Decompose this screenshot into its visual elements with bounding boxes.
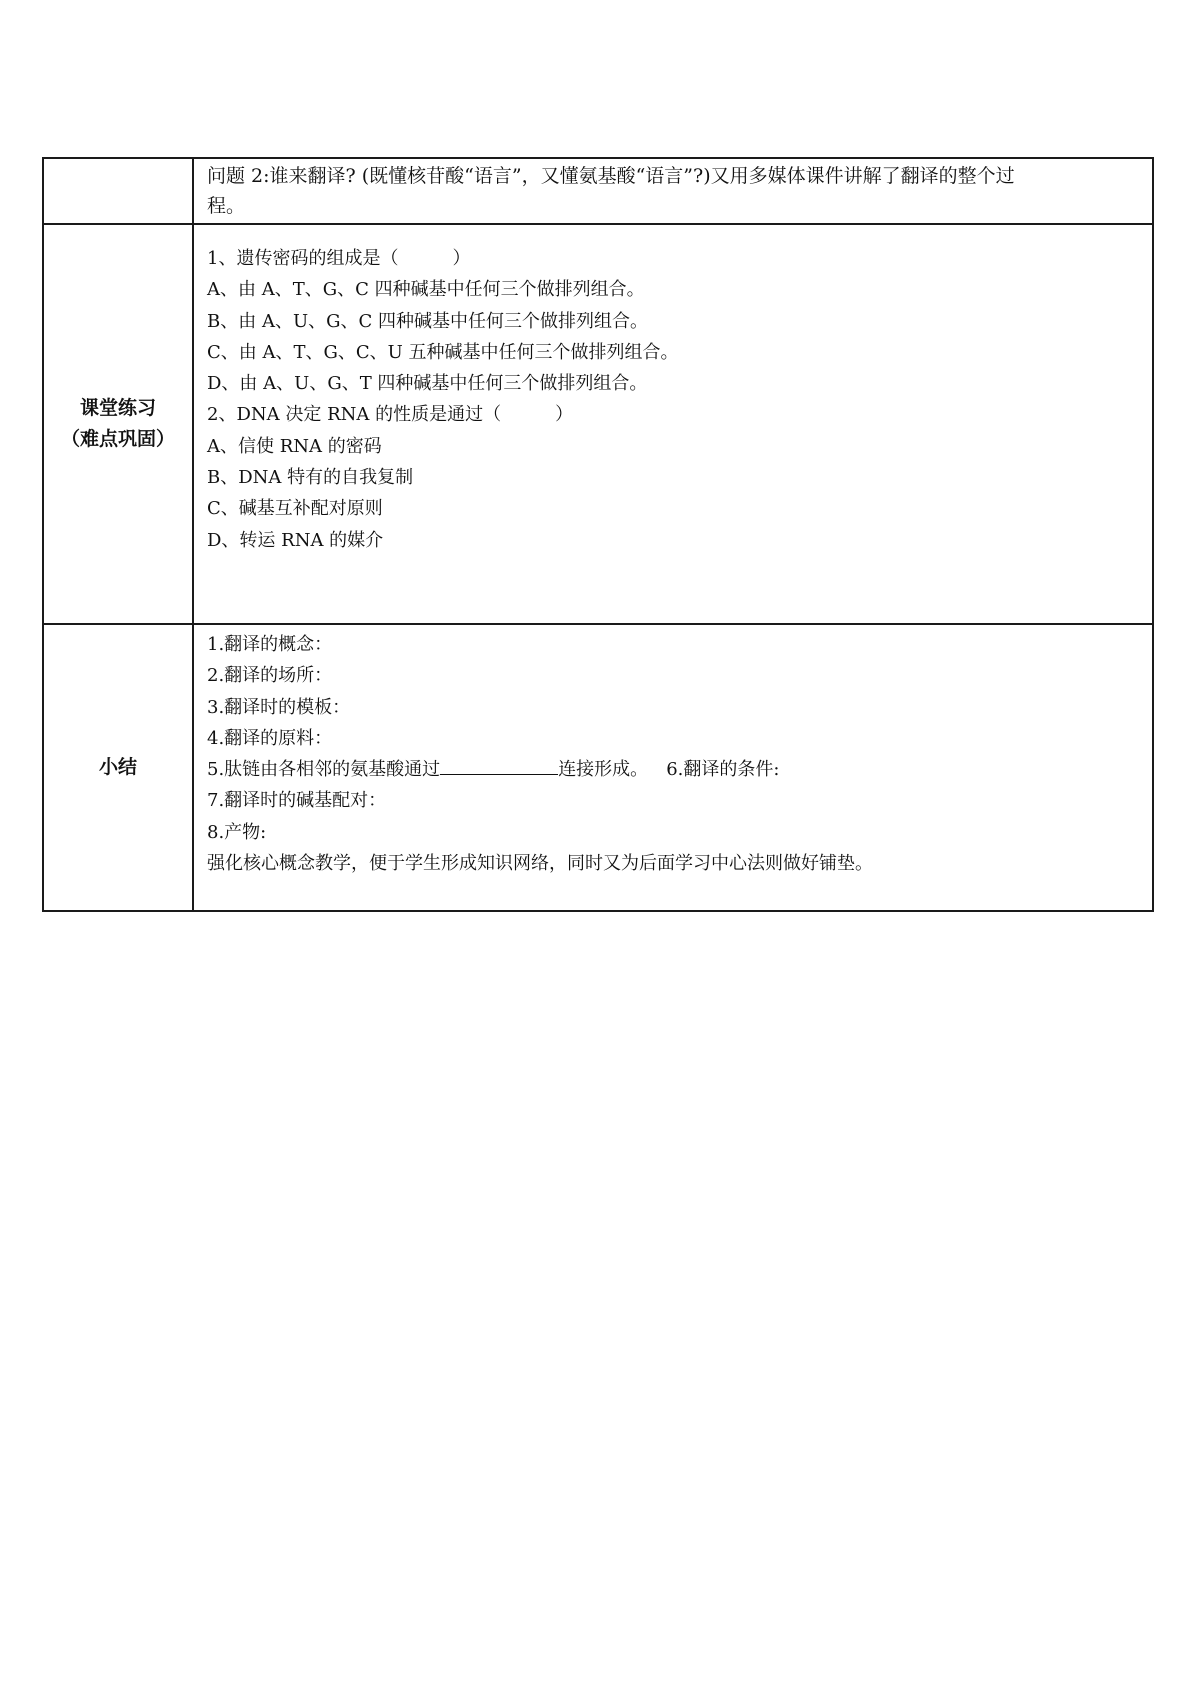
lesson-plan-table: [42, 157, 1154, 912]
question-1-option-c: C、由 A、T、G、C、U 五种碱基中任何三个做排列组合。: [207, 341, 679, 363]
practice-content: [193, 224, 1153, 624]
summary-item-5-end: 连接形成。: [558, 759, 649, 781]
summary-note: 强化核心概念教学，便于学生形成知识网络，同时又为后面学习中心法则做好铺垫。: [207, 853, 873, 875]
fill-in-blank: [440, 756, 558, 775]
intro-line-2: 程。: [207, 195, 246, 217]
question-2-option-b: B、DNA 特有的自我复制: [207, 467, 414, 489]
question-1-option-a: A、由 A、T、G、C 四种碱基中任何三个做排列组合。: [207, 279, 645, 301]
row-label-practice: [43, 224, 193, 624]
summary-item-1: 1.翻译的概念：: [207, 634, 333, 655]
summary-item-3: 3.翻译时的模板：: [207, 696, 351, 718]
intro-content: [193, 158, 1153, 224]
table-row-intro: [43, 158, 1153, 224]
question-2-option-c: C、碱基互补配对原则: [207, 498, 383, 520]
question-1-option-b: B、由 A、U、G、C 四种碱基中任何三个做排列组合。: [207, 310, 648, 332]
summary-item-6: 6.翻译的条件:: [666, 759, 780, 781]
table-row-practice: [43, 224, 1153, 624]
summary-item-5-text: 5.肽链由各相邻的氨基酸通过: [207, 759, 441, 781]
row-label-empty: [43, 158, 193, 224]
summary-content: [193, 624, 1153, 911]
summary-item-4: 4.翻译的原料：: [207, 727, 333, 749]
intro-line-1: 问题 2:谁来翻译? (既懂核苷酸“语言”，又懂氨基酸“语言”?)又用多媒体课件讲解了翻译的整个过: [207, 165, 1015, 187]
question-1: 1、遗传密码的组成是（ ）: [207, 248, 471, 269]
question-2-option-a: A、信使 RNA 的密码: [207, 435, 382, 457]
question-2: 2、DNA 决定 RNA 的性质是通过（ ）: [207, 404, 574, 426]
question-1-option-d: D、由 A、U、G、T 四种碱基中任何三个做排列组合。: [207, 373, 648, 395]
practice-label-title: 课堂练习: [79, 397, 156, 419]
row-label-summary: 小结: [43, 624, 193, 911]
question-2-option-d: D、转运 RNA 的媒介: [207, 529, 384, 551]
practice-label-subtitle: （难点巩固）: [60, 428, 175, 450]
summary-item-5: [207, 754, 1142, 785]
summary-item-8: 8.产物:: [207, 821, 267, 843]
summary-item-2: 2.翻译的场所：: [207, 665, 333, 687]
table-row-summary: [43, 624, 1153, 911]
summary-item-7: 7.翻译时的碱基配对：: [207, 790, 387, 812]
